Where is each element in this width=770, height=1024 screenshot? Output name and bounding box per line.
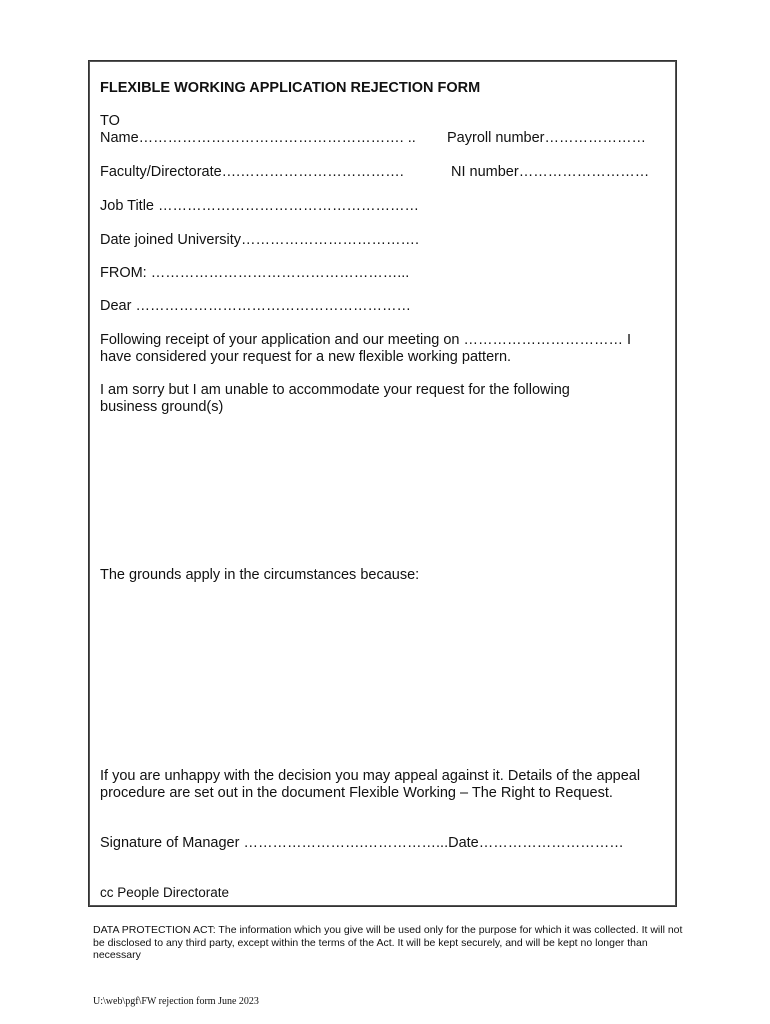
dear-field: Dear …………………………………………………: [100, 298, 411, 314]
job-title-field: Job Title ………………………………………………: [100, 198, 420, 214]
grounds-heading: The grounds apply in the circumstances because:: [100, 567, 420, 583]
file-path-footer: U:\web\pgf\FW rejection form June 2023: [93, 996, 259, 1007]
signature-date-field: Signature of Manager …………………….……………...Date…………………………: [100, 835, 624, 851]
to-label: TO: [100, 113, 120, 129]
data-protection-notice: DATA PROTECTION ACT: The information which you give will be used only for the purpose for which it was collected. It will not be disclosed to any third party, except within the terms of the Act. It will be kept securely, and will be kept no longer than necessary: [93, 924, 683, 961]
cc-line: cc People Directorate: [100, 885, 230, 900]
from-field: FROM: ……………………………………………...: [100, 265, 410, 281]
ni-number-field: NI number………………………: [451, 164, 650, 180]
payroll-number-field: Payroll number…………………: [447, 130, 647, 146]
unable-paragraph: I am sorry but I am unable to accommodate your request for the following business ground(s): [100, 382, 570, 415]
form-title: FLEXIBLE WORKING APPLICATION REJECTION FORM: [100, 80, 481, 96]
appeal-paragraph: If you are unhappy with the decision you may appeal against it. Details of the appeal procedure are set out in the document Flexible Working – The Right to Request.: [100, 768, 641, 801]
name-field: Name………………………………………………. ..: [100, 130, 416, 146]
date-joined-field: Date joined University……………………………….: [100, 232, 420, 248]
faculty-directorate-field: Faculty/Directorate….…………………………….: [100, 164, 404, 180]
receipt-paragraph: Following receipt of your application and our meeting on …………………………… I have considered your request for a new flexible working pattern.: [100, 332, 632, 365]
